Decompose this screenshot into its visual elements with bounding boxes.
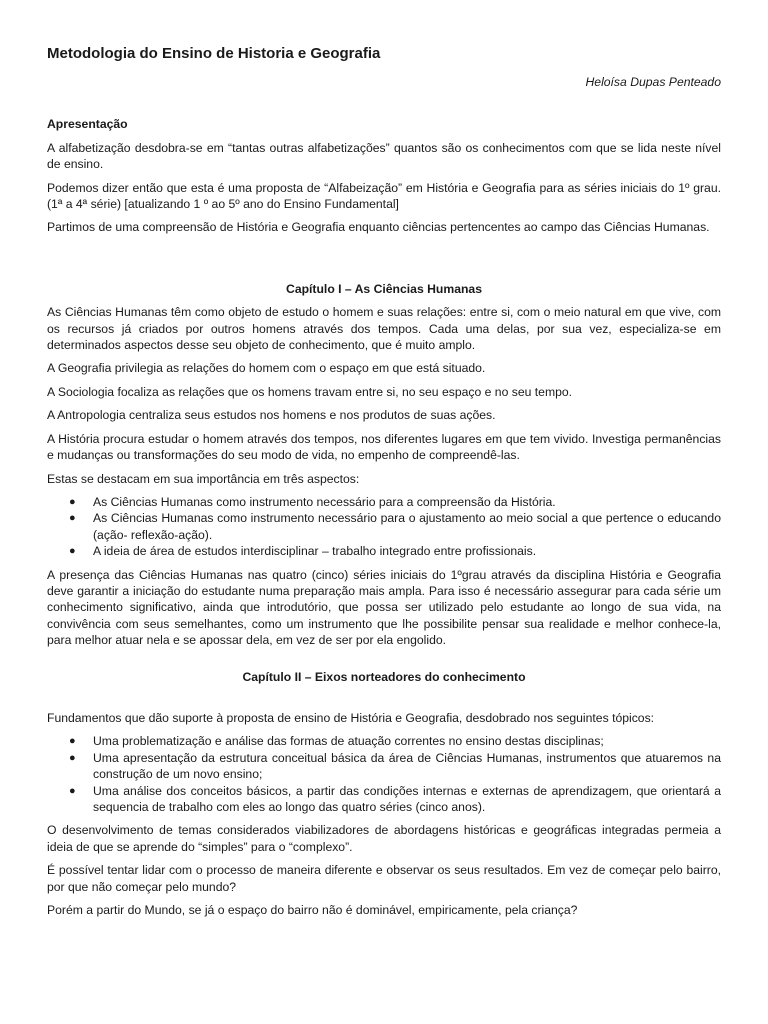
bullet-icon: ● [69, 512, 76, 525]
list-item-text: As Ciências Humanas como instrumento necessário para o ajustamento ao meio social a que pertence o educando (ação- reflexão-ação). [93, 511, 721, 542]
chapter2-paragraph: Porém a partir do Mundo, se já o espaço do bairro não é dominável, empiricamente, pela criança? [47, 903, 578, 918]
chapter1-paragraph: A Antropologia centraliza seus estudos nos homens e nos produtos de suas ações. [47, 408, 496, 423]
list-item [69, 543, 721, 559]
chapter1-paragraph: A História procura estudar o homem através dos tempos, nos diferentes lugares em que tem vivido. Investiga permanências e mudanças ou transformações do seu modo de vida, no empenho de compreendê-las. [47, 431, 721, 463]
bullet-icon: ● [69, 751, 76, 764]
spacer [47, 243, 721, 281]
chapter1-paragraph: Estas se destacam em sua importância em três aspectos: [47, 471, 360, 486]
document-author: Heloísa Dupas Penteado [585, 75, 721, 89]
chapter2-paragraph: É possível tentar lidar com o processo de maneira diferente e observar os seus resultados. Em vez de começar pelo bairro, por que não começar pelo mundo? [47, 863, 721, 894]
bullet-icon: ● [69, 735, 76, 748]
list-item-text: Uma análise dos conceitos básicos, a partir das condições internas e externas de aprendizagem, que orientará a sequencia de trabalho com eles ao longo das quatro séries (cinco anos). [93, 783, 721, 814]
list-item [69, 510, 721, 543]
list-item-text: As Ciências Humanas como instrumento necessário para a compreensão da História. [93, 494, 556, 509]
bullet-icon: ● [69, 784, 76, 797]
chapter1-bullet-list [47, 494, 721, 560]
list-item [69, 494, 721, 510]
intro-heading: Apresentação [47, 117, 128, 132]
intro-paragraph: A alfabetização desdobra-se em “tantas outras alfabetizações” quantos são os conhecimentos com que se lida neste nível de ensino. [47, 140, 721, 172]
chapter2-heading: Capítulo II – Eixos norteadores do conhecimento [242, 669, 526, 684]
chapter1-heading: Capítulo I – As Ciências Humanas [286, 281, 482, 296]
intro-paragraph: Podemos dizer então que esta é uma proposta de “Alfabeização” em História e Geografia para as séries iniciais do 1º grau.(1ª a 4ª série) [atualizando 1 º ao 5º ano do Ensino Fundamental] [47, 180, 721, 212]
chapter1-paragraph: As Ciências Humanas têm como objeto de estudo o homem e suas relações: entre si, com o meio natural em que vive, com os recursos já criados por outros homens através dos tempos. Cada uma delas, por sua vez, especializa-se em determinados aspectos desse seu objeto de conhecimento, que é muito amplo. [47, 305, 721, 353]
list-item [69, 733, 721, 749]
document-page [47, 44, 721, 925]
bullet-icon: ● [69, 495, 76, 508]
chapter1-closing: A presença das Ciências Humanas nas quatro (cinco) séries iniciais do 1ºgrau através da disciplina História e Geografia deve garantir a iniciação do estudante numa preparação mais ampla. Para isso é necessário assegurar para cada série um conhecimento significativo, ainda que introdutório, que possa ser utilizado pelo estudante ao longo de sua vida, na convivência com seus semelhantes, como um instrumento que lhe possibilite pensar sua realidade e melhor conhece-la, para melhor atuar nela e se apossar dela, em vez de ser por ela engolido. [47, 567, 721, 648]
bullet-icon: ● [69, 545, 76, 558]
chapter2-intro: Fundamentos que dão suporte à proposta de ensino de História e Geografia, desdobrado nos seguintes tópicos: [47, 710, 655, 725]
list-item [69, 750, 721, 783]
list-item [69, 783, 721, 816]
chapter1-paragraph: A Geografia privilegia as relações do homem com o espaço em que está situado. [47, 361, 486, 376]
document-title: Metodologia do Ensino de Historia e Geografia [47, 45, 381, 62]
list-item-text: A ideia de área de estudos interdisciplinar – trabalho integrado entre profissionais. [93, 544, 537, 559]
spacer [47, 692, 721, 710]
spacer [47, 656, 721, 669]
chapter2-bullet-list [47, 733, 721, 815]
list-item-text: Uma apresentação da estrutura conceitual básica da área de Ciências Humanas, instrumentos que atuaremos na construção de um novo ensino; [93, 750, 721, 782]
chapter2-paragraph: O desenvolvimento de temas considerados viabilizadores de abordagens históricas e geográficas integradas permeia a ideia de que se aprende do “simples” para o “complexo”. [47, 823, 721, 854]
intro-paragraph: Partimos de uma compreensão de História e Geografia enquanto ciências pertencentes ao campo das Ciências Humanas. [47, 220, 710, 235]
chapter1-paragraph: A Sociologia focaliza as relações que os homens travam entre si, no seu espaço e no seu tempo. [47, 384, 573, 399]
list-item-text: Uma problematização e análise das formas de atuação correntes no ensino destas disciplinas; [93, 734, 604, 749]
